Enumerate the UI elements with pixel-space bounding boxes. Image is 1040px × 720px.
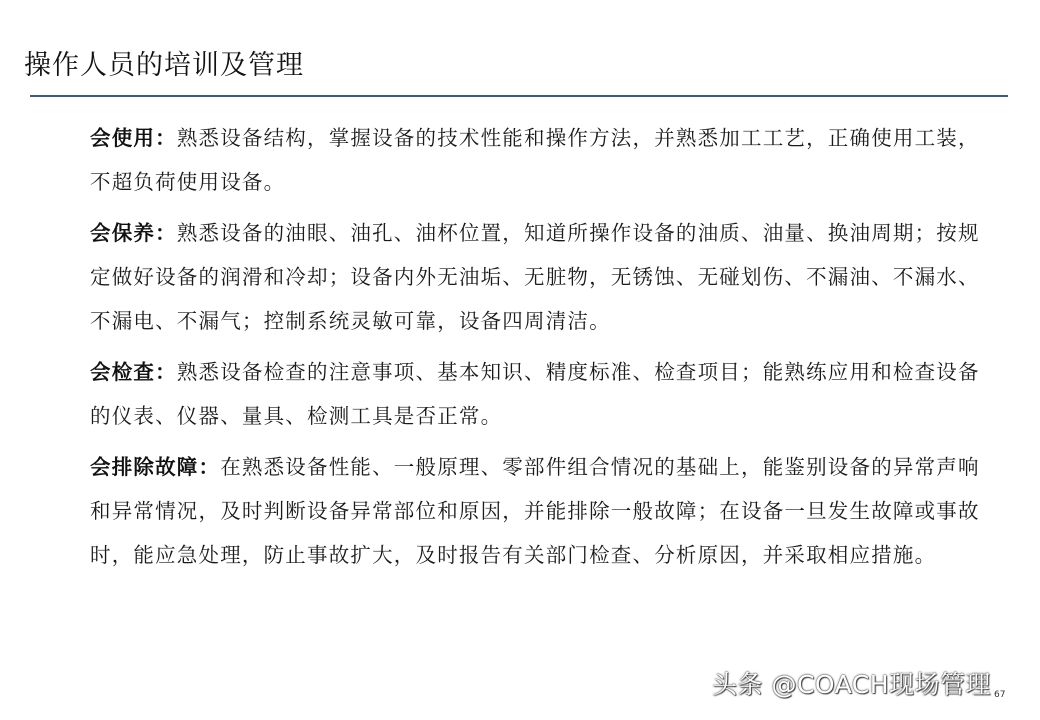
item-term: 会使用 [90, 126, 156, 150]
item-separator: ： [155, 221, 177, 245]
item-term: 会保养 [90, 221, 156, 245]
item-text: 熟悉设备检查的注意事项、基本知识、精度标准、检查项目；能熟练应用和检查设备的仪表、仪器、量具、检测工具是否正常。 [90, 360, 980, 428]
item-separator: ： [155, 360, 177, 384]
page-number: 67 [994, 690, 1006, 700]
item-separator: ： [155, 126, 177, 150]
item-text: 熟悉设备的油眼、油孔、油杯位置，知道所操作设备的油质、油量、换油周期；按规定做好设备的润滑和冷却；设备内外无油垢、无脏物，无锈蚀、无碰划伤、不漏油、不漏水、不漏电、不漏气；控制系统灵敏可靠，设备四周清洁。 [90, 221, 980, 333]
content-body [90, 116, 990, 584]
watermark: 头条 @COACH现场管理 [712, 670, 992, 699]
item-troubleshoot [90, 445, 990, 577]
item-term: 会排除故障 [90, 455, 199, 479]
item-use [90, 116, 990, 204]
item-separator: ： [198, 455, 221, 479]
item-maintain [90, 211, 990, 343]
item-text: 在熟悉设备性能、一般原理、零部件组合情况的基础上，能鉴别设备的异常声响和异常情况，及时判断设备异常部位和原因，并能排除一般故障；在设备一旦发生故障或事故时，能应急处理，防止事故扩大，及时报告有关部门检查、分析原因，并采取相应措施。 [90, 455, 980, 567]
title-divider [30, 95, 1008, 97]
item-text: 熟悉设备结构，掌握设备的技术性能和操作方法，并熟悉加工工艺，正确使用工装，不超负荷使用设备。 [90, 126, 980, 194]
item-inspect [90, 350, 990, 438]
item-term: 会检查 [90, 360, 156, 384]
slide-title: 操作人员的培训及管理 [24, 50, 304, 81]
